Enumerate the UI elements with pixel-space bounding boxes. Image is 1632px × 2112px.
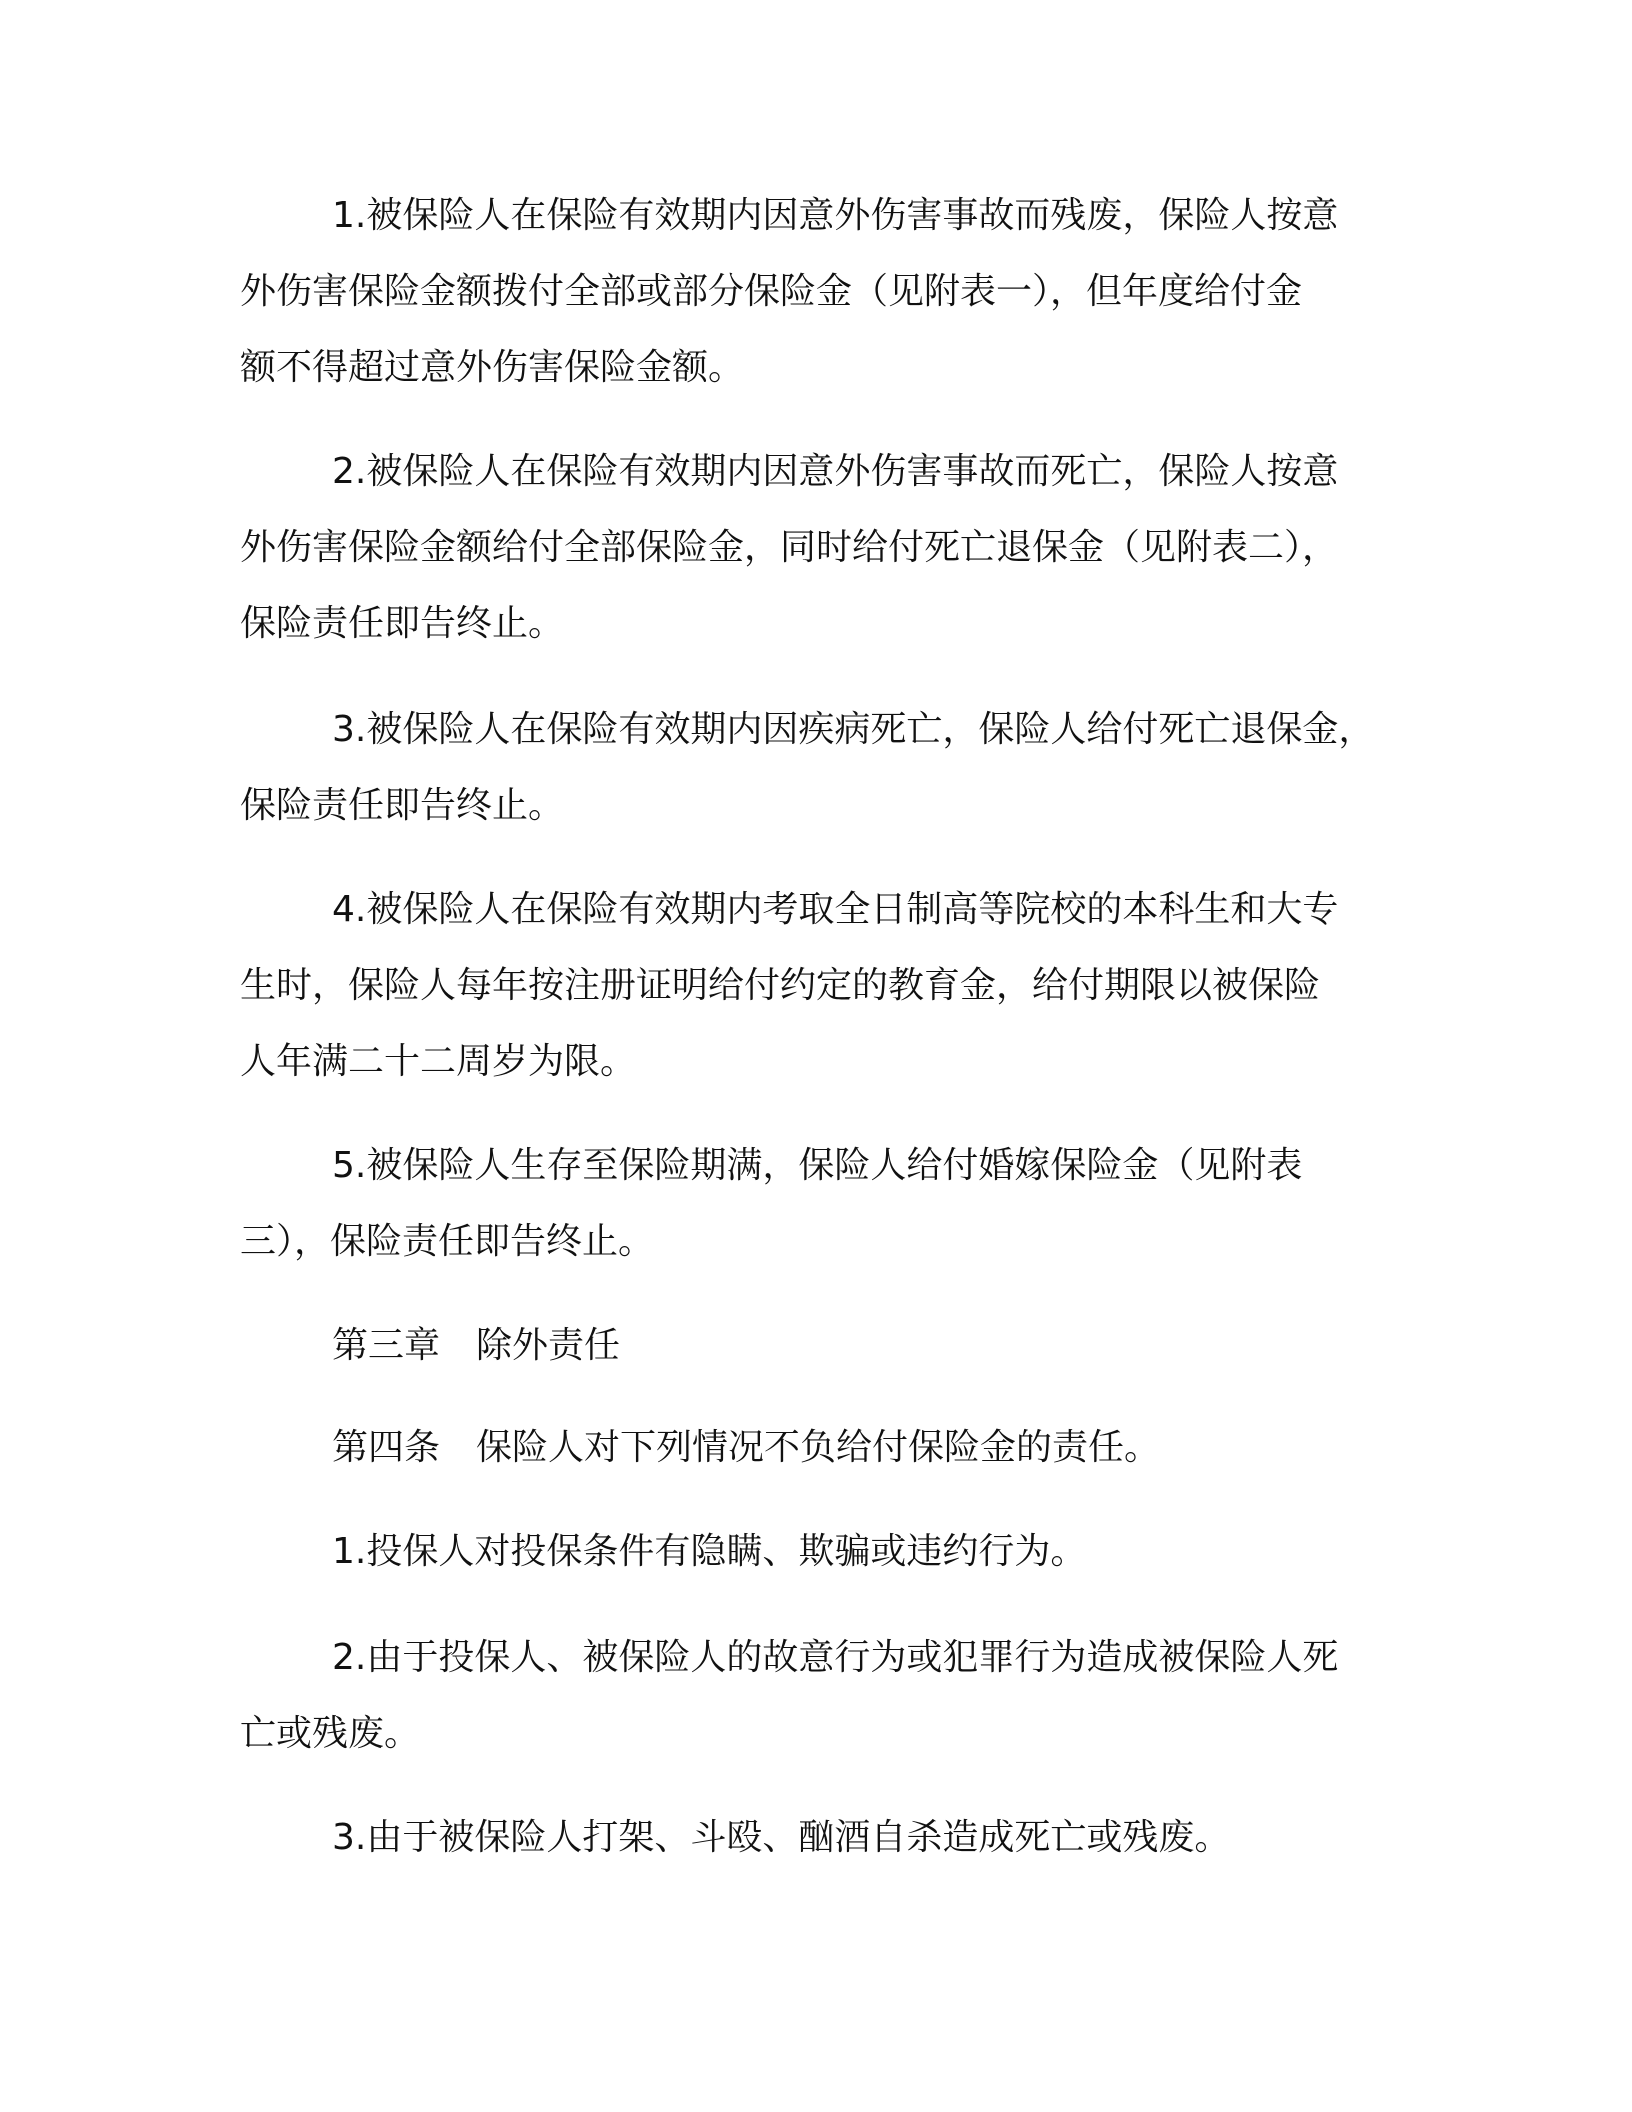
paragraph-4-line-1: 4.被保险人在保险有效期内考取全日制高等院校的本科生和大专: [332, 889, 1339, 930]
paragraph-4-line-3: 人年满二十二周岁为限。: [240, 1041, 637, 1082]
paragraph-4-line-2: 生时，保险人每年按注册证明给付约定的教育金，给付期限以被保险: [240, 965, 1321, 1006]
exclusion-2-line-2: 亡或残废。: [240, 1713, 421, 1754]
paragraph-2-line-2: 外伤害保险金额给付全部保险金，同时给付死亡退保金（见附表二），: [240, 527, 1339, 568]
paragraph-5-line-1: 5.被保险人生存至保险期满，保险人给付婚嫁保险金（见附表: [332, 1145, 1303, 1186]
paragraph-3-line-2: 保险责任即告终止。: [240, 785, 565, 826]
paragraph-3-line-1: 3.被保险人在保险有效期内因疾病死亡，保险人给付死亡退保金，: [332, 709, 1375, 750]
paragraph-1-line-3: 额不得超过意外伤害保险金额。: [240, 347, 745, 388]
exclusion-3-line-1: 3.由于被保险人打架、斗殴、酗酒自杀造成死亡或残废。: [332, 1817, 1231, 1858]
chapter-heading: 第三章 除外责任: [332, 1325, 621, 1366]
paragraph-2-line-1: 2.被保险人在保险有效期内因意外伤害事故而死亡，保险人按意: [332, 451, 1339, 492]
paragraph-2-line-3: 保险责任即告终止。: [240, 603, 565, 644]
paragraph-1-line-2: 外伤害保险金额拨付全部或部分保险金（见附表一），但年度给付金: [240, 271, 1303, 312]
paragraph-1-line-1: 1.被保险人在保险有效期内因意外伤害事故而残废，保险人按意: [332, 195, 1339, 236]
exclusion-1-line-1: 1.投保人对投保条件有隐瞒、欺骗或违约行为。: [332, 1531, 1087, 1572]
exclusion-2-line-1: 2.由于投保人、被保险人的故意行为或犯罪行为造成被保险人死: [332, 1637, 1339, 1678]
article-heading: 第四条 保险人对下列情况不负给付保险金的责任。: [332, 1427, 1161, 1468]
paragraph-5-line-2: 三），保险责任即告终止。: [240, 1221, 655, 1262]
